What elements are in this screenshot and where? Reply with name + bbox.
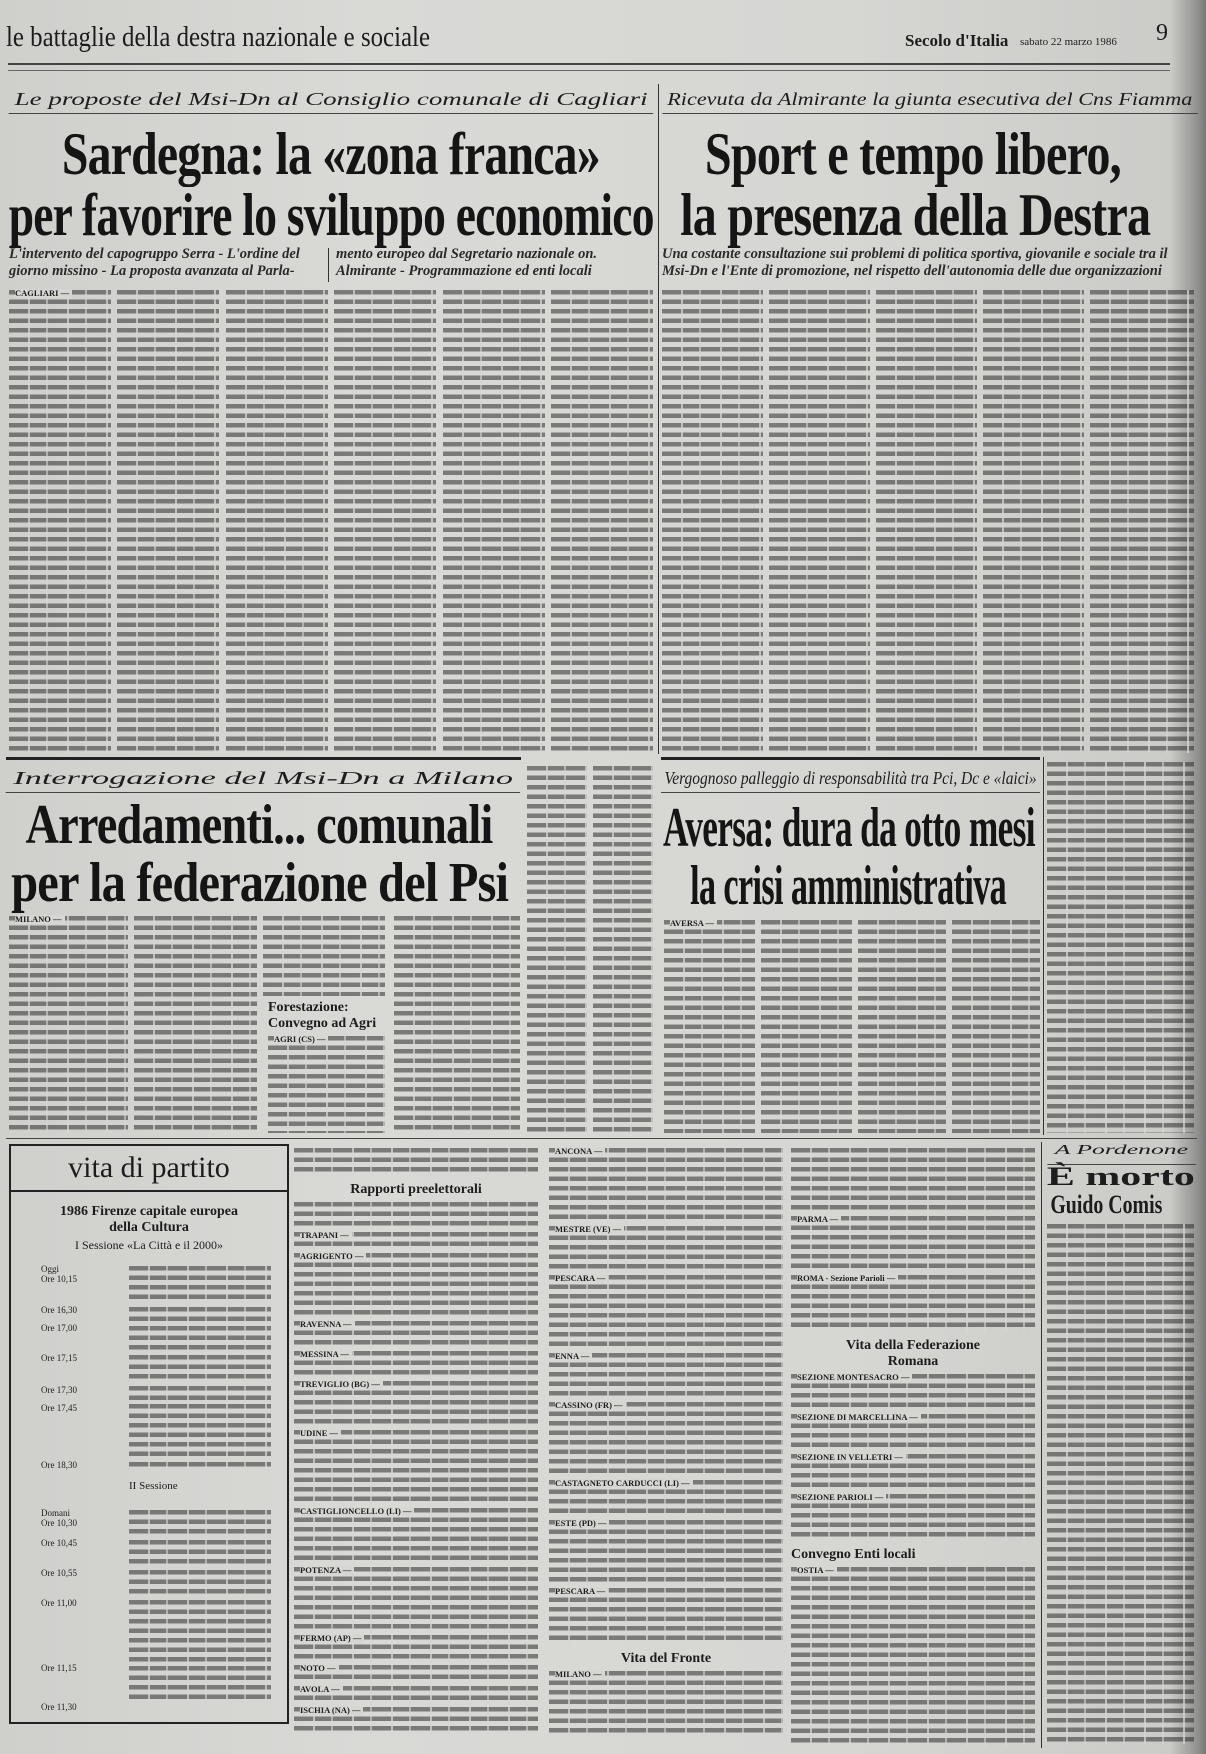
- dateline: AGRIGENTO —: [300, 1252, 366, 1261]
- sardegna-deck-left: L'intervento del capogruppo Serra - L'ordine del giorno missino - La proposta avanzata al Parla-: [9, 246, 300, 279]
- aversa-headline-line1: Aversa: dura da otto mesi: [663, 797, 1036, 859]
- news-item: [294, 1381, 538, 1428]
- aversa-body-column: [858, 920, 946, 1133]
- session2-title: II Sessione: [129, 1480, 178, 1492]
- schedule-text: [129, 1307, 271, 1326]
- sport-body-column: [876, 290, 977, 753]
- aversa-kicker: Vergognoso palleggio di responsabilità tra Pci, Dc e «laici»: [661, 767, 1040, 793]
- aversa-body-column: [664, 920, 755, 1133]
- news-item: [791, 1275, 1035, 1332]
- dateline: SEZIONE PARIOLI —: [797, 1493, 886, 1502]
- schedule-time: Ore 11,00: [41, 1598, 77, 1608]
- dateline: CASTIGLIONCELLO (LI) —: [300, 1507, 414, 1516]
- section-rule: [661, 757, 1040, 760]
- dateline: AVOLA —: [300, 1685, 343, 1694]
- schedule-text: [129, 1540, 271, 1568]
- news-item: [549, 1588, 783, 1645]
- vita-column-b: [549, 1148, 783, 1739]
- arredamenti-kicker: Interrogazione del Msi-Dn a Milano: [6, 767, 521, 793]
- deck-divider: [328, 248, 329, 282]
- news-item: [791, 1567, 1035, 1747]
- dateline: OSTIA —: [797, 1566, 837, 1575]
- schedule-text: [129, 1404, 271, 1459]
- schedule-time: Ore 17,00: [41, 1323, 77, 1333]
- news-item: [294, 1665, 538, 1684]
- news-item: [294, 1707, 538, 1735]
- news-item: [791, 1494, 1035, 1541]
- dateline: ENNA —: [555, 1352, 592, 1361]
- forestazione-dateline: AGRI (CS) —: [274, 1035, 328, 1044]
- schedule-text: [129, 1355, 271, 1383]
- heading-line1: Vita della Federazione: [845, 1338, 980, 1353]
- arredamenti-body-column: [9, 916, 128, 1133]
- sardegna-headline-line2: per favorire lo sviluppo economico: [9, 182, 655, 248]
- forestazione-headline: [268, 1000, 386, 1032]
- vita-di-partito-title: vita di partito: [9, 1144, 289, 1192]
- dateline: CASTAGNETO CARDUCCI (LI) —: [555, 1479, 693, 1488]
- news-item: [791, 1148, 1035, 1214]
- sport-body-continuation: [1047, 762, 1194, 1133]
- sardegna-body-column: [334, 290, 436, 753]
- aversa-headline-line2: la crisi amministrativa: [690, 855, 1006, 917]
- sardegna-body-continuation: [527, 766, 587, 1133]
- sardegna-body-column: [9, 290, 111, 753]
- schedule-time: Ore 10,55: [41, 1568, 77, 1578]
- schedule-time-label: Ore 10,30: [41, 1518, 77, 1528]
- dateline: TREVIGLIO (BG) —: [300, 1380, 383, 1389]
- event-title-line2: della Cultura: [109, 1220, 189, 1235]
- federazione-romana-heading: [791, 1338, 1035, 1370]
- schedule-text: [129, 1266, 271, 1304]
- dateline: PESCARA —: [555, 1274, 608, 1283]
- arredamenti-headline-line2: per la federazione del Psi: [11, 852, 509, 914]
- forestazione-body: [268, 1036, 385, 1133]
- pordenone-body: [1047, 1224, 1194, 1744]
- sardegna-kicker: Le proposte del Msi-Dn al Consiglio comunale di Cagliari: [9, 88, 654, 114]
- sardegna-body-column: [226, 290, 328, 753]
- forestazione-headline-line2: Convegno ad Agri: [268, 1016, 377, 1031]
- section-rule: [6, 1138, 1197, 1139]
- schedule-time: Ore 10,45: [41, 1538, 77, 1548]
- news-item: [549, 1148, 783, 1224]
- vita-di-partito-panel: [9, 1190, 289, 1724]
- arredamenti-body-column: [263, 916, 385, 996]
- section-rule: [6, 757, 521, 760]
- dateline: FERMO (AP) —: [300, 1634, 364, 1643]
- dateline: MESSINA —: [300, 1350, 352, 1359]
- pordenone-headline-line1: È morto: [1046, 1162, 1195, 1191]
- newspaper-name: Secolo d'Italia: [905, 31, 1009, 50]
- schedule-time: Ore 16,30: [41, 1305, 77, 1315]
- arredamenti-headline-line1: Arredamenti... comunali: [25, 794, 492, 856]
- schedule-time: [41, 1508, 111, 1528]
- schedule-time: [41, 1264, 111, 1284]
- rapporti-preelettorali-heading: Rapporti preelettorali: [350, 1182, 482, 1197]
- masthead-rule: [8, 63, 1170, 71]
- schedule-text: [129, 1510, 271, 1538]
- arredamenti-dateline: MILANO —: [15, 915, 65, 924]
- news-item: [294, 1686, 538, 1705]
- schedule-time: Ore 17,45: [41, 1403, 77, 1413]
- schedule-time: Ore 11,30: [41, 1702, 77, 1712]
- dateline: CASSINO (FR) —: [555, 1401, 626, 1410]
- event-title: [11, 1204, 287, 1236]
- schedule-time-label: Ore 10,15: [41, 1274, 77, 1284]
- news-item: [791, 1216, 1035, 1273]
- news-item: [549, 1226, 783, 1273]
- schedule-time: Ore 17,15: [41, 1353, 77, 1363]
- news-item: [294, 1351, 538, 1379]
- news-item: [549, 1353, 783, 1400]
- news-item: [791, 1414, 1035, 1452]
- schedule-text: [129, 1600, 271, 1664]
- dateline: UDINE —: [300, 1429, 341, 1438]
- news-item: [294, 1567, 538, 1633]
- sport-body-column: [662, 290, 763, 753]
- convegno-enti-locali-heading: Convegno Enti locali: [791, 1547, 916, 1562]
- news-item: [294, 1321, 538, 1349]
- sardegna-body-column: [117, 290, 219, 753]
- issue-date: sabato 22 marzo 1986: [1020, 36, 1117, 48]
- schedule-text: [129, 1666, 271, 1702]
- dateline: ROMA - Sezione Parioli —: [797, 1274, 898, 1283]
- pordenone-kicker: A Pordenone: [1047, 1140, 1195, 1165]
- news-item: [791, 1454, 1035, 1492]
- news-item: [549, 1275, 783, 1351]
- sardegna-body-continuation: [593, 766, 653, 1133]
- schedule-text: [129, 1386, 271, 1403]
- session1-title: I Sessione «La Città e il 2000»: [75, 1238, 223, 1252]
- dateline: ANCONA —: [555, 1147, 605, 1156]
- news-item: [294, 1232, 538, 1251]
- dateline: TRAPANI —: [300, 1231, 352, 1240]
- dateline: SEZIONE MONTESACRO —: [797, 1373, 912, 1382]
- schedule-day: Domani: [41, 1508, 70, 1518]
- aversa-body-column: [761, 920, 852, 1133]
- news-item: [549, 1520, 783, 1586]
- heading-line2: Romana: [887, 1354, 939, 1369]
- dateline: MILANO —: [555, 1670, 605, 1679]
- column-divider: [1043, 757, 1044, 1135]
- dateline: SEZIONE DI MARCELLINA —: [797, 1413, 921, 1422]
- event-title-line1: 1986 Firenze capitale europea: [60, 1204, 238, 1219]
- aversa-dateline: AVERSA —: [670, 919, 717, 928]
- news-item: [294, 1148, 538, 1176]
- news-item: [549, 1402, 783, 1478]
- vita-column-a: [294, 1148, 538, 1737]
- news-item: [294, 1430, 538, 1506]
- sport-headline-line2: la presenza della Destra: [680, 182, 1150, 248]
- news-item: [294, 1202, 538, 1230]
- sardegna-deck-right: mento europeo dal Segretario nazionale on. Almirante - Programmazione ed enti locali: [336, 246, 598, 279]
- sport-deck: Una costante consultazione sui problemi di politica sportiva, giovanile e sociale tra il Msi-Dn e l'Ente di promozione, nel rispetto dell'autonomia delle due organizzazioni: [662, 246, 1168, 279]
- schedule-text: [129, 1570, 271, 1598]
- dateline: ISCHIA (NA) —: [300, 1706, 363, 1715]
- news-item: [294, 1253, 538, 1319]
- news-item: [791, 1374, 1035, 1412]
- dateline: NOTO —: [300, 1664, 339, 1673]
- schedule-time: Ore 17,30: [41, 1385, 77, 1395]
- aversa-body-column: [952, 920, 1040, 1133]
- dateline: RAVENNA —: [300, 1320, 355, 1329]
- schedule-day: Oggi: [41, 1264, 59, 1274]
- dateline: POTENZA —: [300, 1566, 354, 1575]
- arredamenti-body-column: [134, 916, 257, 1133]
- pordenone-headline-line2: Guido Comis: [1050, 1190, 1162, 1219]
- sport-body-column: [769, 290, 870, 753]
- sport-body-column: [983, 290, 1084, 753]
- arredamenti-body-column: [394, 916, 520, 1133]
- sport-headline-line1: Sport e tempo libero,: [705, 121, 1122, 187]
- schedule-time: Ore 18,30: [41, 1460, 77, 1470]
- dateline: MESTRE (VE) —: [555, 1225, 624, 1234]
- dateline: PESCARA —: [555, 1587, 608, 1596]
- news-item: [549, 1480, 783, 1518]
- page-number: 9: [1156, 20, 1168, 46]
- dateline: SEZIONE IN VELLETRI —: [797, 1453, 906, 1462]
- dateline: PARMA —: [797, 1215, 841, 1224]
- column-divider: [1041, 1142, 1042, 1748]
- vita-column-c: [791, 1148, 1035, 1749]
- sardegna-body-column: [551, 290, 653, 753]
- sport-body-column: [1090, 290, 1194, 753]
- column-divider: [658, 84, 659, 754]
- sardegna-dateline: CAGLIARI —: [15, 289, 72, 298]
- news-item: [549, 1671, 783, 1737]
- sport-kicker: Ricevuta da Almirante la giunta esecutiva del Cns Fiamma: [662, 88, 1197, 114]
- dateline: ESTE (PD) —: [555, 1519, 609, 1528]
- schedule-text: [129, 1326, 271, 1354]
- forestazione-headline-line1: Forestazione:: [268, 1000, 349, 1015]
- news-item: [294, 1508, 538, 1565]
- sardegna-headline-line1: Sardegna: la «zona franca»: [62, 121, 601, 187]
- vita-del-fronte-heading: Vita del Fronte: [620, 1651, 712, 1666]
- section-title: le battaglie della destra nazionale e sociale: [6, 22, 430, 53]
- schedule-time: Ore 11,15: [41, 1663, 77, 1673]
- news-item: [294, 1635, 538, 1663]
- sardegna-body-column: [443, 290, 545, 753]
- schedule-text: [129, 1462, 271, 1471]
